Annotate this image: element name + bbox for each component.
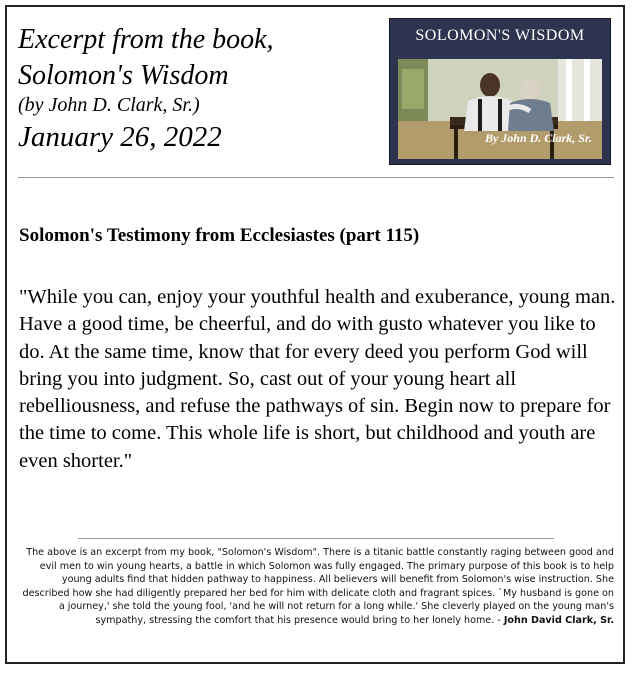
date-line: January 26, 2022 [18,121,222,153]
title-line-2: Solomon's Wisdom [18,60,229,91]
author-line: (by John D. Clark, Sr.) [18,94,200,116]
title-line-1: Excerpt from the book, [18,24,274,55]
cover-author: By John D. Clark, Sr. [484,131,592,145]
cover-title: SOLOMON'S WISDOM [415,27,585,44]
footer-note [22,546,614,628]
book-cover-image [389,18,611,165]
footer-note-text: The above is an excerpt from my book, "Solomon's Wisdom". There is a titanic battle constantly raging between good and evil men to win young hearts, a battle in which Solomon was fully engaged. The primary purpose of this book is to help young adults find that hidden pathway to happiness. All believers will benefit from Solomon's wise instruction. She described how she had diligently prepared her bed for him with delicate cloth and fragrant spices. `My husband is gone on a journey,' she told the young fool, 'and he will not return for a long while.' She cleverly played on the young man's sympathy, stressing the comfort that his presence would bring to her lonely home. - [22,547,614,626]
bottom-divider [78,538,554,539]
section-heading: Solomon's Testimony from Ecclesiastes (part 115) [19,225,420,246]
scripture-quote: "While you can, enjoy your youthful health and exuberance, young man. Have a good time, be cheerful, and do with gusto whatever you like to do. At the same time, know that for every deed you perform God will bring you into judgment. So, cast out of your young heart all rebelliousness, and refuse the pathways of sin. Begin now to prepare for the time to come. This whole life is short, but childhood and youth are even shorter." [19,286,616,472]
top-divider [18,177,614,178]
title-block [18,22,274,156]
footer-signature: John David Clark, Sr. [503,614,614,626]
